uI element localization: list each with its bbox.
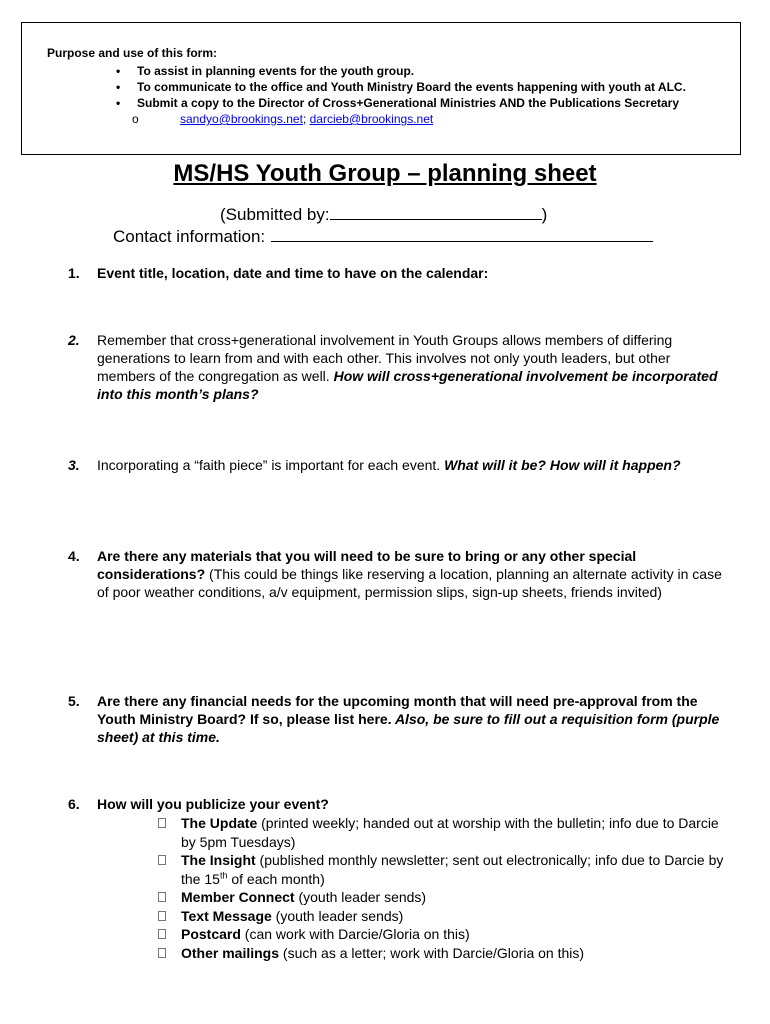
publicity-option-other-mailings: Other mailings (such as a letter; work with Darcie/Gloria on this) [0, 944, 726, 963]
email-link-sandyo[interactable]: sandyo@brookings.net [180, 112, 303, 126]
email-line: o sandyo@brookings.net; darcieb@brookings.net [132, 112, 434, 126]
submitted-by-field: (Submitted by: ) [220, 205, 548, 224]
publicity-option-member-connect: Member Connect (youth leader sends) [0, 888, 726, 907]
purpose-bullet: • To communicate to the office and Youth Ministry Board the events happening with youth at ALC. [116, 80, 686, 94]
bullet-icon: • [116, 80, 121, 94]
purpose-list [47, 63, 686, 111]
purpose-bullet: • Submit a copy to the Director of Cross+Generational Ministries AND the Publications Secretary [116, 96, 680, 110]
bullet-icon: • [116, 96, 121, 110]
publicity-option-insight: The Insight (published monthly newsletter; sent out electronically; info due to Darcie by the 15th of each month) [0, 851, 726, 888]
purpose-title: Purpose and use of this form: [47, 46, 218, 60]
contact-info-field: Contact information: [113, 225, 653, 247]
contact-info-blank[interactable] [271, 225, 653, 242]
publicity-option-text-message: Text Message (youth leader sends) [0, 907, 726, 926]
page-title: MS/HS Youth Group – planning sheet [173, 160, 597, 187]
publicity-option-update: The Update (printed weekly; handed out at worship with the bulletin; info due to Darcie by 5pm Tuesdays) [0, 814, 726, 851]
checkbox-icon[interactable] [158, 911, 166, 921]
email-link-darcieb[interactable]: darcieb@brookings.net [309, 112, 434, 126]
submitted-by-blank[interactable] [330, 203, 542, 220]
bullet-icon: • [116, 64, 121, 78]
checkbox-icon[interactable] [158, 892, 166, 902]
publicity-options [0, 814, 770, 962]
checkbox-icon[interactable] [158, 948, 166, 958]
checkbox-icon[interactable] [158, 855, 166, 865]
checkbox-icon[interactable] [158, 818, 166, 828]
sub-bullet-icon: o [132, 112, 139, 126]
publicity-option-postcard: Postcard (can work with Darcie/Gloria on this) [0, 925, 726, 944]
checkbox-icon[interactable] [158, 929, 166, 939]
purpose-bullet: • To assist in planning events for the youth group. [116, 64, 415, 78]
purpose-box [21, 22, 741, 155]
